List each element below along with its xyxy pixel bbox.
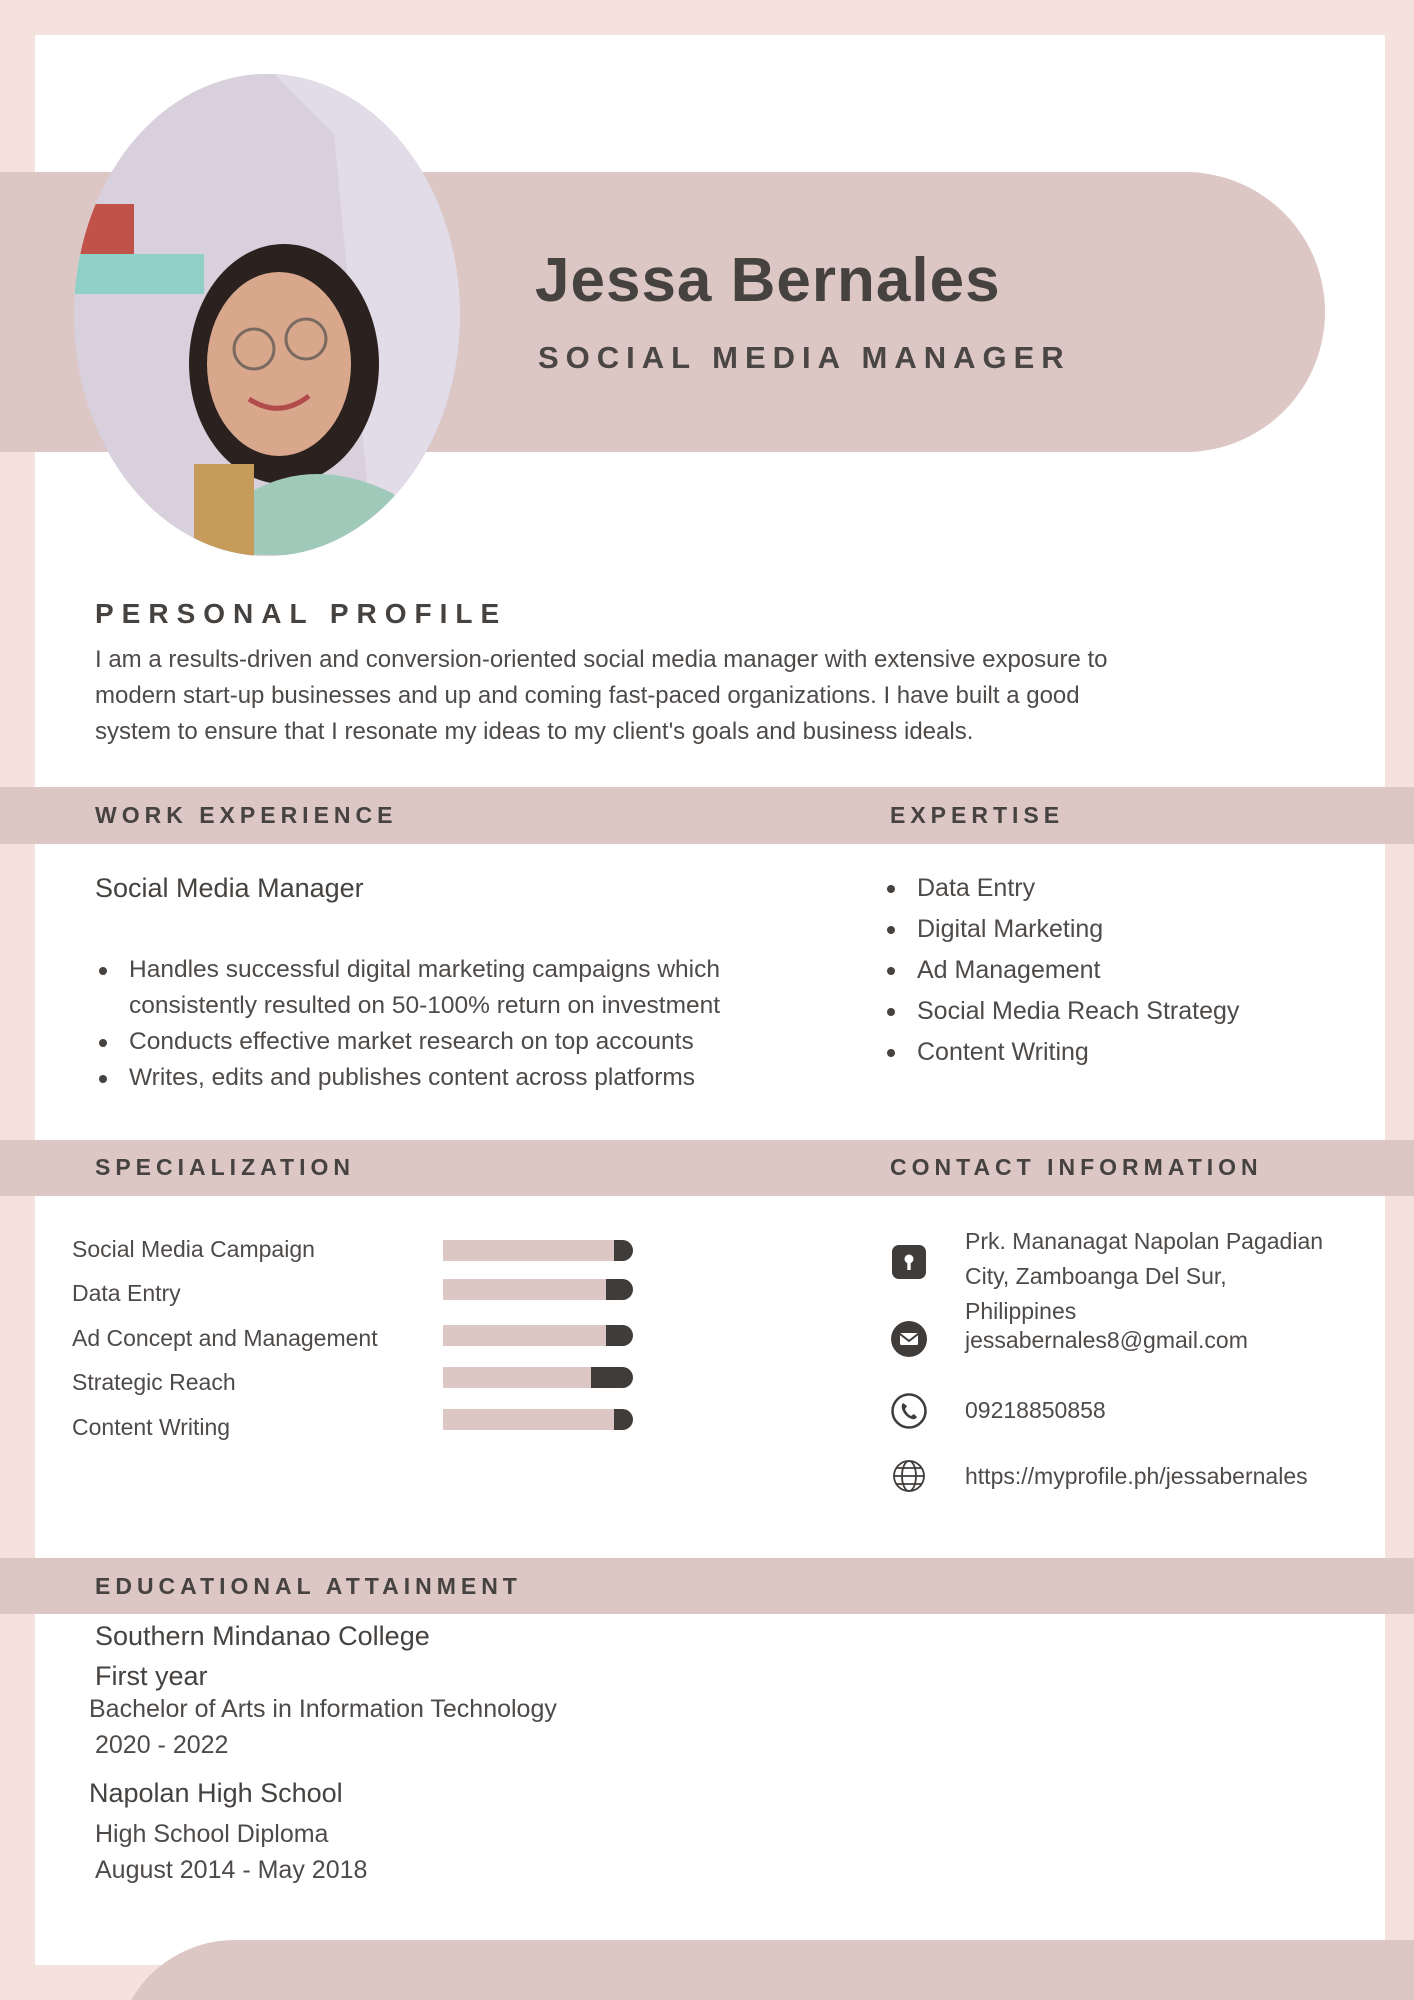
work-bullet: Writes, edits and publishes content across platforms — [95, 1060, 815, 1096]
education-school: Southern Mindanao College — [95, 1621, 430, 1651]
profile-line: system to ensure that I resonate my ideas to my client's goals and business ideals. — [95, 718, 974, 745]
expertise-item: Social Media Reach Strategy — [885, 991, 1345, 1032]
work-bullet-line: Handles successful digital marketing campaigns which — [129, 956, 721, 983]
profile-line: modern start-up businesses and up and coming fast-paced organizations. I have built a good — [95, 682, 1080, 709]
skill-label: Strategic Reach — [72, 1369, 236, 1395]
footer-band — [115, 1940, 1414, 2000]
skill-bar — [443, 1279, 633, 1300]
profile-photo — [74, 74, 460, 556]
skill-bar — [443, 1325, 633, 1346]
skill-bar — [443, 1367, 633, 1388]
education-years: August 2014 - May 2018 — [95, 1856, 368, 1884]
contact-website[interactable]: https://myprofile.ph/jessabernales — [965, 1463, 1308, 1489]
contact-phone[interactable]: 09218850858 — [965, 1397, 1106, 1423]
job-title: Social Media Manager — [95, 873, 364, 903]
address-line: Prk. Mananagat Napolan Pagadian — [965, 1228, 1324, 1254]
education-heading: EDUCATIONAL ATTAINMENT — [95, 1573, 522, 1599]
profile-summary — [95, 642, 1275, 750]
expertise-list — [885, 868, 1345, 1073]
skill-label: Ad Concept and Management — [72, 1325, 378, 1351]
education-level: First year — [95, 1661, 208, 1691]
expertise-item: Content Writing — [885, 1032, 1345, 1073]
location-icon — [890, 1243, 928, 1281]
skill-bar — [443, 1409, 633, 1430]
expertise-item: Digital Marketing — [885, 909, 1345, 950]
profile-heading: PERSONAL PROFILE — [95, 598, 508, 629]
education-degree: Bachelor of Arts in Information Technology — [89, 1695, 557, 1723]
contact-address — [965, 1224, 1323, 1329]
contact-heading: CONTACT INFORMATION — [890, 1154, 1263, 1180]
skill-bar-fill — [443, 1279, 606, 1300]
work-bullet — [95, 952, 815, 1024]
expertise-item: Data Entry — [885, 868, 1345, 909]
skill-label: Content Writing — [72, 1414, 231, 1440]
skill-bar-fill — [443, 1409, 614, 1430]
specialization-heading: SPECIALIZATION — [95, 1154, 355, 1180]
skill-label: Social Media Campaign — [72, 1236, 315, 1262]
expertise-heading: EXPERTISE — [890, 802, 1065, 828]
profile-line: I am a results-driven and conversion-oriented social media manager with extensive exposure to — [95, 646, 1108, 673]
skill-bar-fill — [443, 1240, 614, 1261]
work-heading: WORK EXPERIENCE — [95, 802, 398, 828]
phone-icon — [890, 1392, 928, 1430]
address-line: Philippines — [965, 1298, 1077, 1324]
expertise-item: Ad Management — [885, 950, 1345, 991]
education-degree: High School Diploma — [95, 1820, 329, 1848]
globe-icon — [890, 1457, 928, 1495]
candidate-title: SOCIAL MEDIA MANAGER — [538, 340, 1071, 375]
skill-bar-fill — [443, 1367, 591, 1388]
candidate-name: Jessa Bernales — [535, 246, 1001, 315]
education-school: Napolan High School — [89, 1778, 343, 1808]
education-years: 2020 - 2022 — [95, 1731, 229, 1759]
email-icon — [890, 1320, 928, 1358]
skill-bar — [443, 1240, 633, 1261]
work-bullet-line: consistently resulted on 50-100% return on investment — [129, 992, 721, 1019]
work-bullet: Conducts effective market research on top accounts — [95, 1024, 815, 1060]
work-bullets — [95, 952, 815, 1096]
skill-label: Data Entry — [72, 1280, 181, 1306]
skill-bar-fill — [443, 1325, 606, 1346]
contact-email[interactable]: jessabernales8@gmail.com — [965, 1327, 1248, 1353]
address-line: City, Zamboanga Del Sur, — [965, 1263, 1227, 1289]
